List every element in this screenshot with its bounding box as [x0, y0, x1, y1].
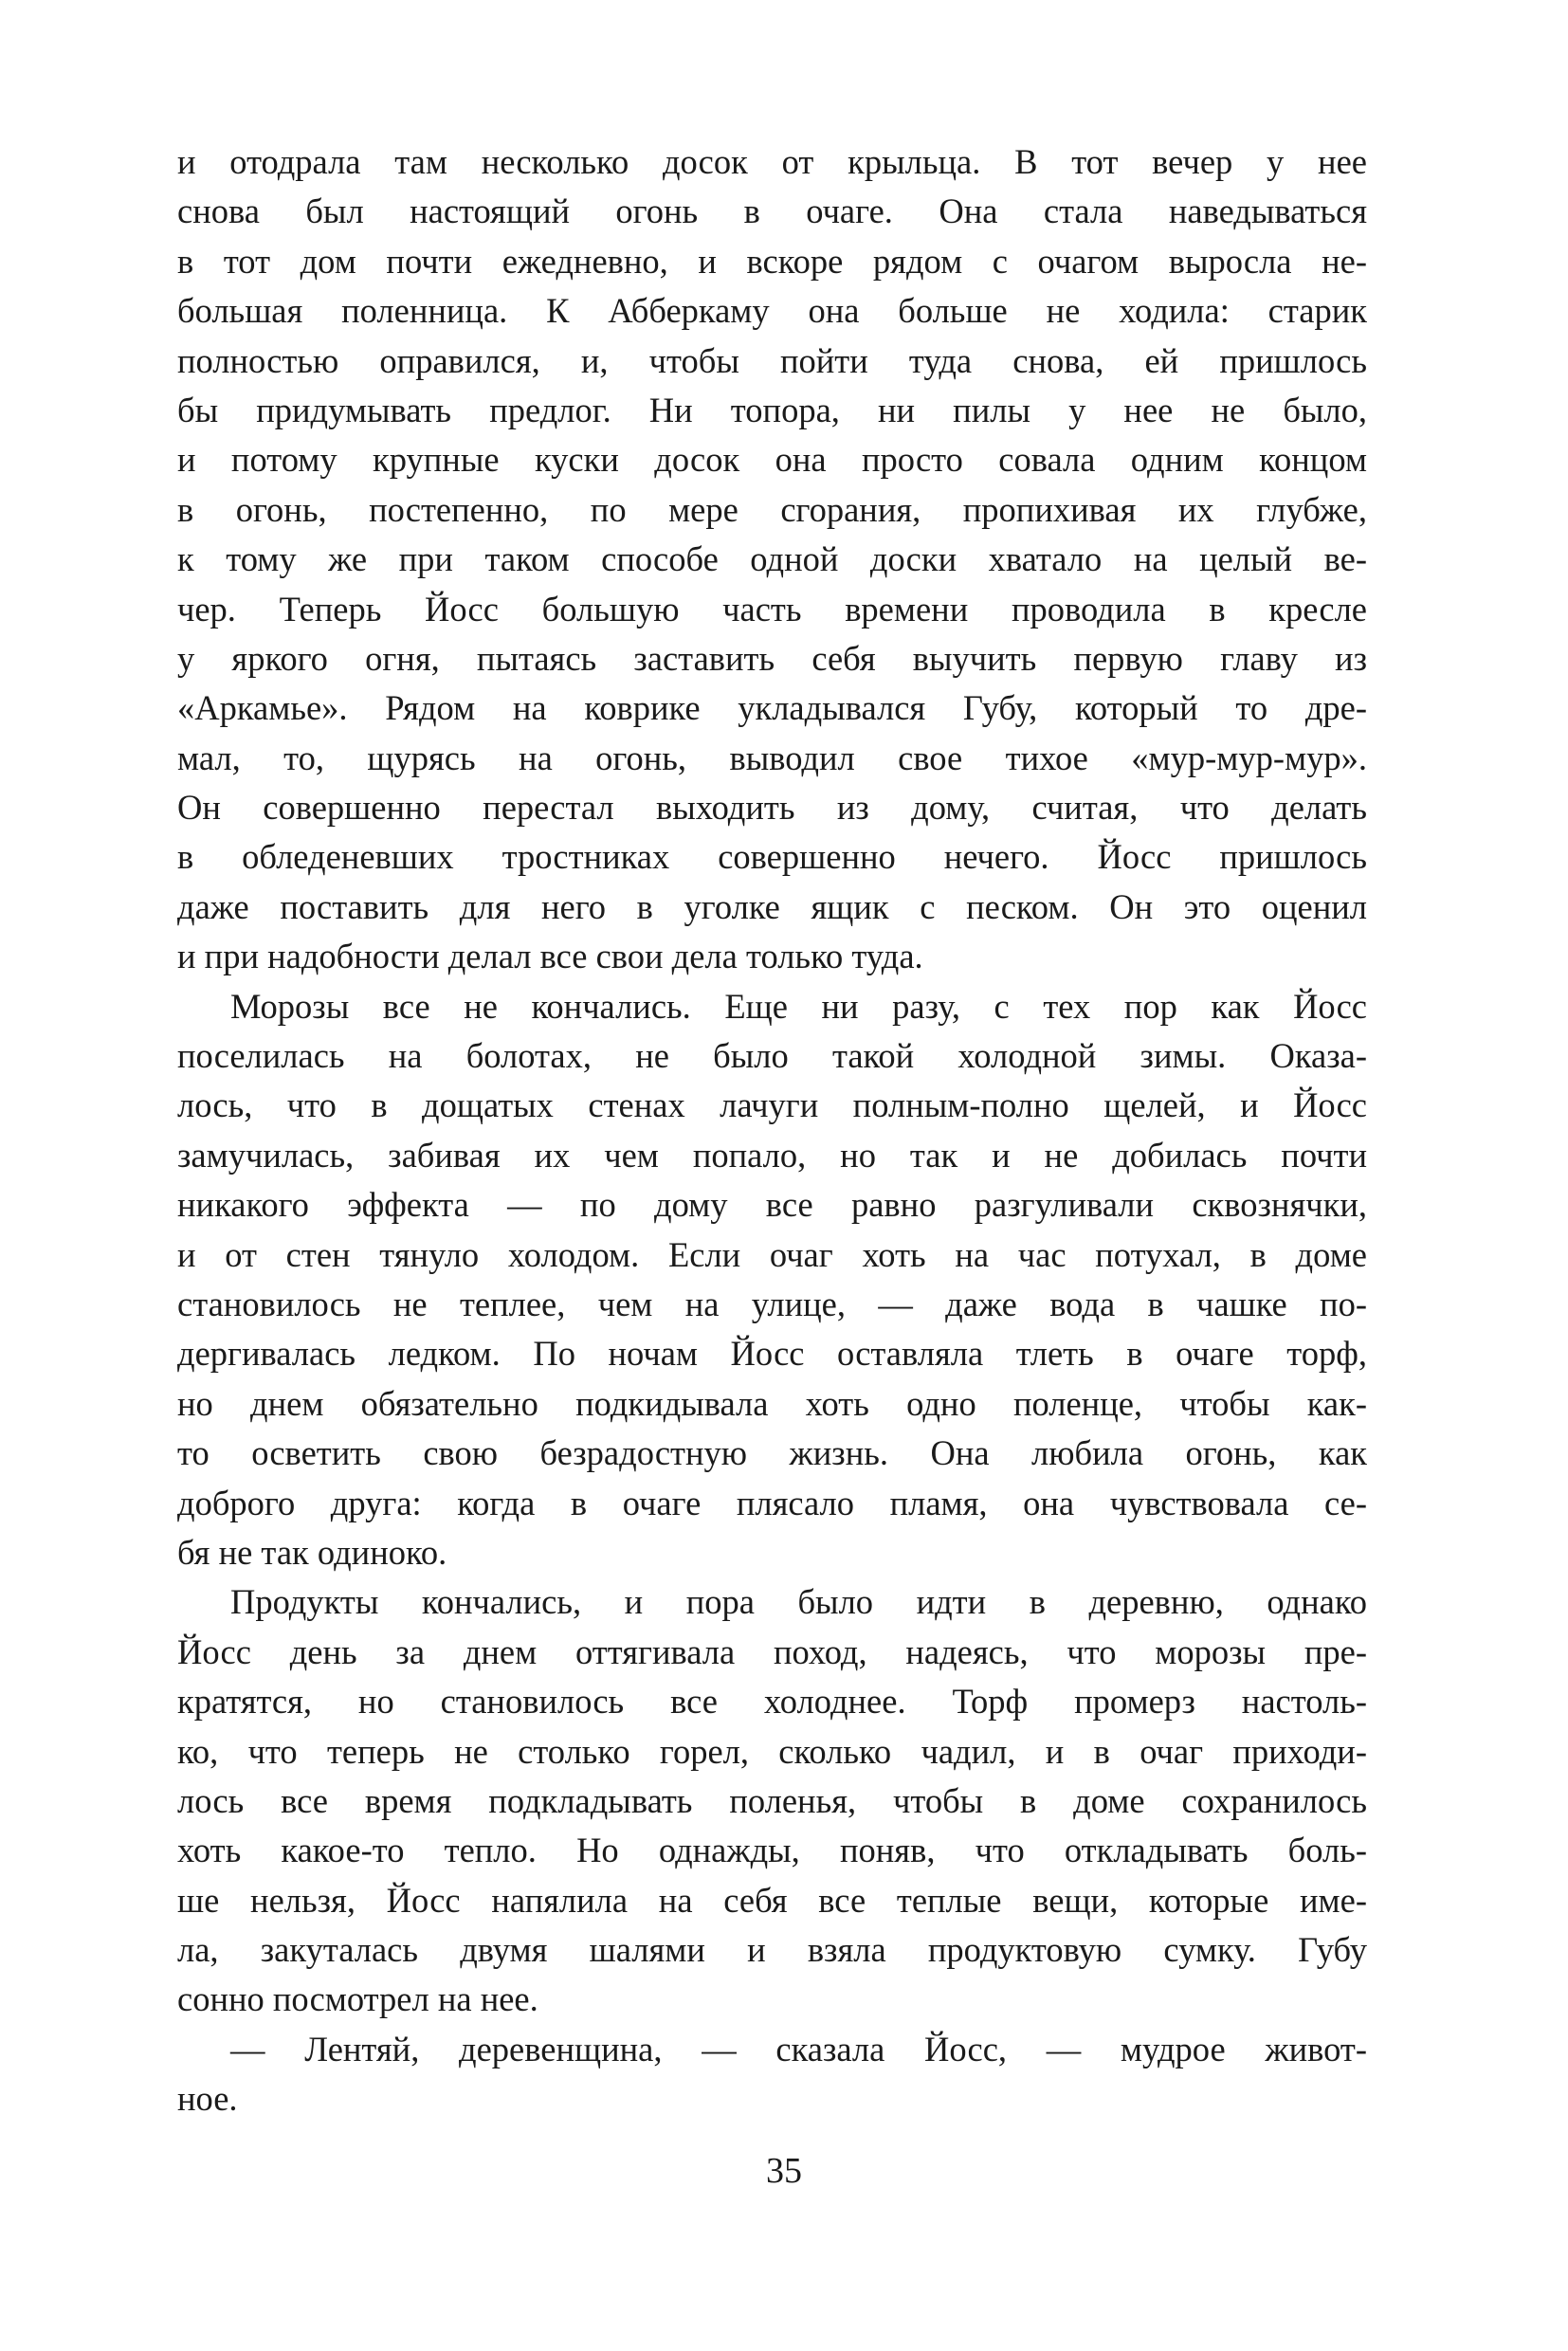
text-line: и потому крупные куски досок она просто совала одним концом	[177, 440, 1367, 480]
text-line: «Аркамье». Рядом на коврике укладывался Губу, который то дре-	[177, 688, 1367, 728]
text-line: к тому же при таком способе одной доски хватало на целый ве-	[177, 539, 1367, 579]
text-line: но днем обязательно подкидывала хоть одно поленце, чтобы как-	[177, 1383, 1367, 1423]
text-line: в тот дом почти ежедневно, и вскоре рядом с очагом выросла не-	[177, 241, 1367, 281]
paragraph	[177, 982, 1367, 1578]
text-line: и отодрала там несколько досок от крыльца. В тот вечер у нее	[177, 142, 1367, 181]
paragraph	[177, 2025, 1367, 2124]
text-line: у яркого огня, пытаясь заставить себя выучить первую главу из	[177, 638, 1367, 678]
text-line: лось все время подкладывать поленья, чтобы в доме сохранилось	[177, 1780, 1367, 1820]
text-line: ко, что теперь не столько горел, сколько чадил, и в очаг приходи-	[177, 1731, 1367, 1771]
text-line: бы придумывать предлог. Ни топора, ни пилы у нее не было,	[177, 390, 1367, 429]
text-line: бя не так одиноко.	[177, 1532, 447, 1572]
paragraph	[177, 1577, 1367, 2025]
text-line: становилось не теплее, чем на улице, — даже вода в чашке по-	[177, 1284, 1367, 1323]
text-line: ше нельзя, Йосс напялила на себя все теплые вещи, которые име-	[177, 1880, 1367, 1920]
text-line: — Лентяй, деревенщина, — сказала Йосс, — мудрое живот-	[230, 2029, 1367, 2069]
text-line: доброго друга: когда в очаге плясало пламя, она чувствовала се-	[177, 1483, 1367, 1522]
text-line: полностью оправился, и, чтобы пойти туда снова, ей пришлось	[177, 340, 1367, 380]
text-line: и от стен тянуло холодом. Если очаг хоть на час потухал, в доме	[177, 1234, 1367, 1274]
text-line: лось, что в дощатых стенах лачуги полным-полно щелей, и Йосс	[177, 1085, 1367, 1125]
text-line: Йосс день за днем оттягивала поход, надеясь, что морозы пре-	[177, 1631, 1367, 1671]
text-line: и при надобности делал все свои дела только туда.	[177, 937, 923, 976]
text-line: Продукты кончались, и пора было идти в деревню, однако	[230, 1582, 1367, 1622]
text-line: Морозы все не кончались. Еще ни разу, с тех пор как Йосс	[230, 986, 1367, 1026]
text-line: никакого эффекта — по дому все равно разгуливали сквознячки,	[177, 1185, 1367, 1225]
text-line: дергивалась ледком. По ночам Йосс оставляла тлеть в очаге торф,	[177, 1334, 1367, 1374]
text-line: Он совершенно перестал выходить из дому, считая, что делать	[177, 788, 1367, 828]
text-line: поселилась на болотах, не было такой холодной зимы. Оказа-	[177, 1036, 1367, 1076]
page-number: 35	[766, 2151, 802, 2191]
text-line: то осветить свою безрадостную жизнь. Она любила огонь, как	[177, 1433, 1367, 1473]
text-line: хоть какое-то тепло. Но однажды, поняв, что откладывать боль-	[177, 1831, 1367, 1870]
text-line: в обледеневших тростниках совершенно нечего. Йосс пришлось	[177, 837, 1367, 877]
text-line: чер. Теперь Йосс большую часть времени проводила в кресле	[177, 589, 1367, 629]
body-text	[177, 137, 1367, 2124]
text-line: в огонь, постепенно, по мере сгорания, пропихивая их глубже,	[177, 489, 1367, 529]
text-line: ла, закуталась двумя шалями и взяла продуктовую сумку. Губу	[177, 1930, 1367, 1970]
text-line: кратятся, но становилось все холоднее. Торф промерз настоль-	[177, 1682, 1367, 1722]
text-line: ное.	[177, 2079, 238, 2119]
text-line: мал, то, щурясь на огонь, выводил свое тихое «мур-мур-мур».	[177, 738, 1367, 777]
text-line: замучилась, забивая их чем попало, но так и не добилась почти	[177, 1135, 1367, 1175]
text-line: большая поленница. К Абберкаму она больше не ходила: старик	[177, 291, 1367, 331]
text-line: снова был настоящий огонь в очаге. Она стала наведываться	[177, 191, 1367, 231]
text-line: даже поставить для него в уголке ящик с песком. Он это оценил	[177, 886, 1367, 926]
text-line: сонно посмотрел на нее.	[177, 1979, 538, 2019]
paragraph	[177, 137, 1367, 982]
